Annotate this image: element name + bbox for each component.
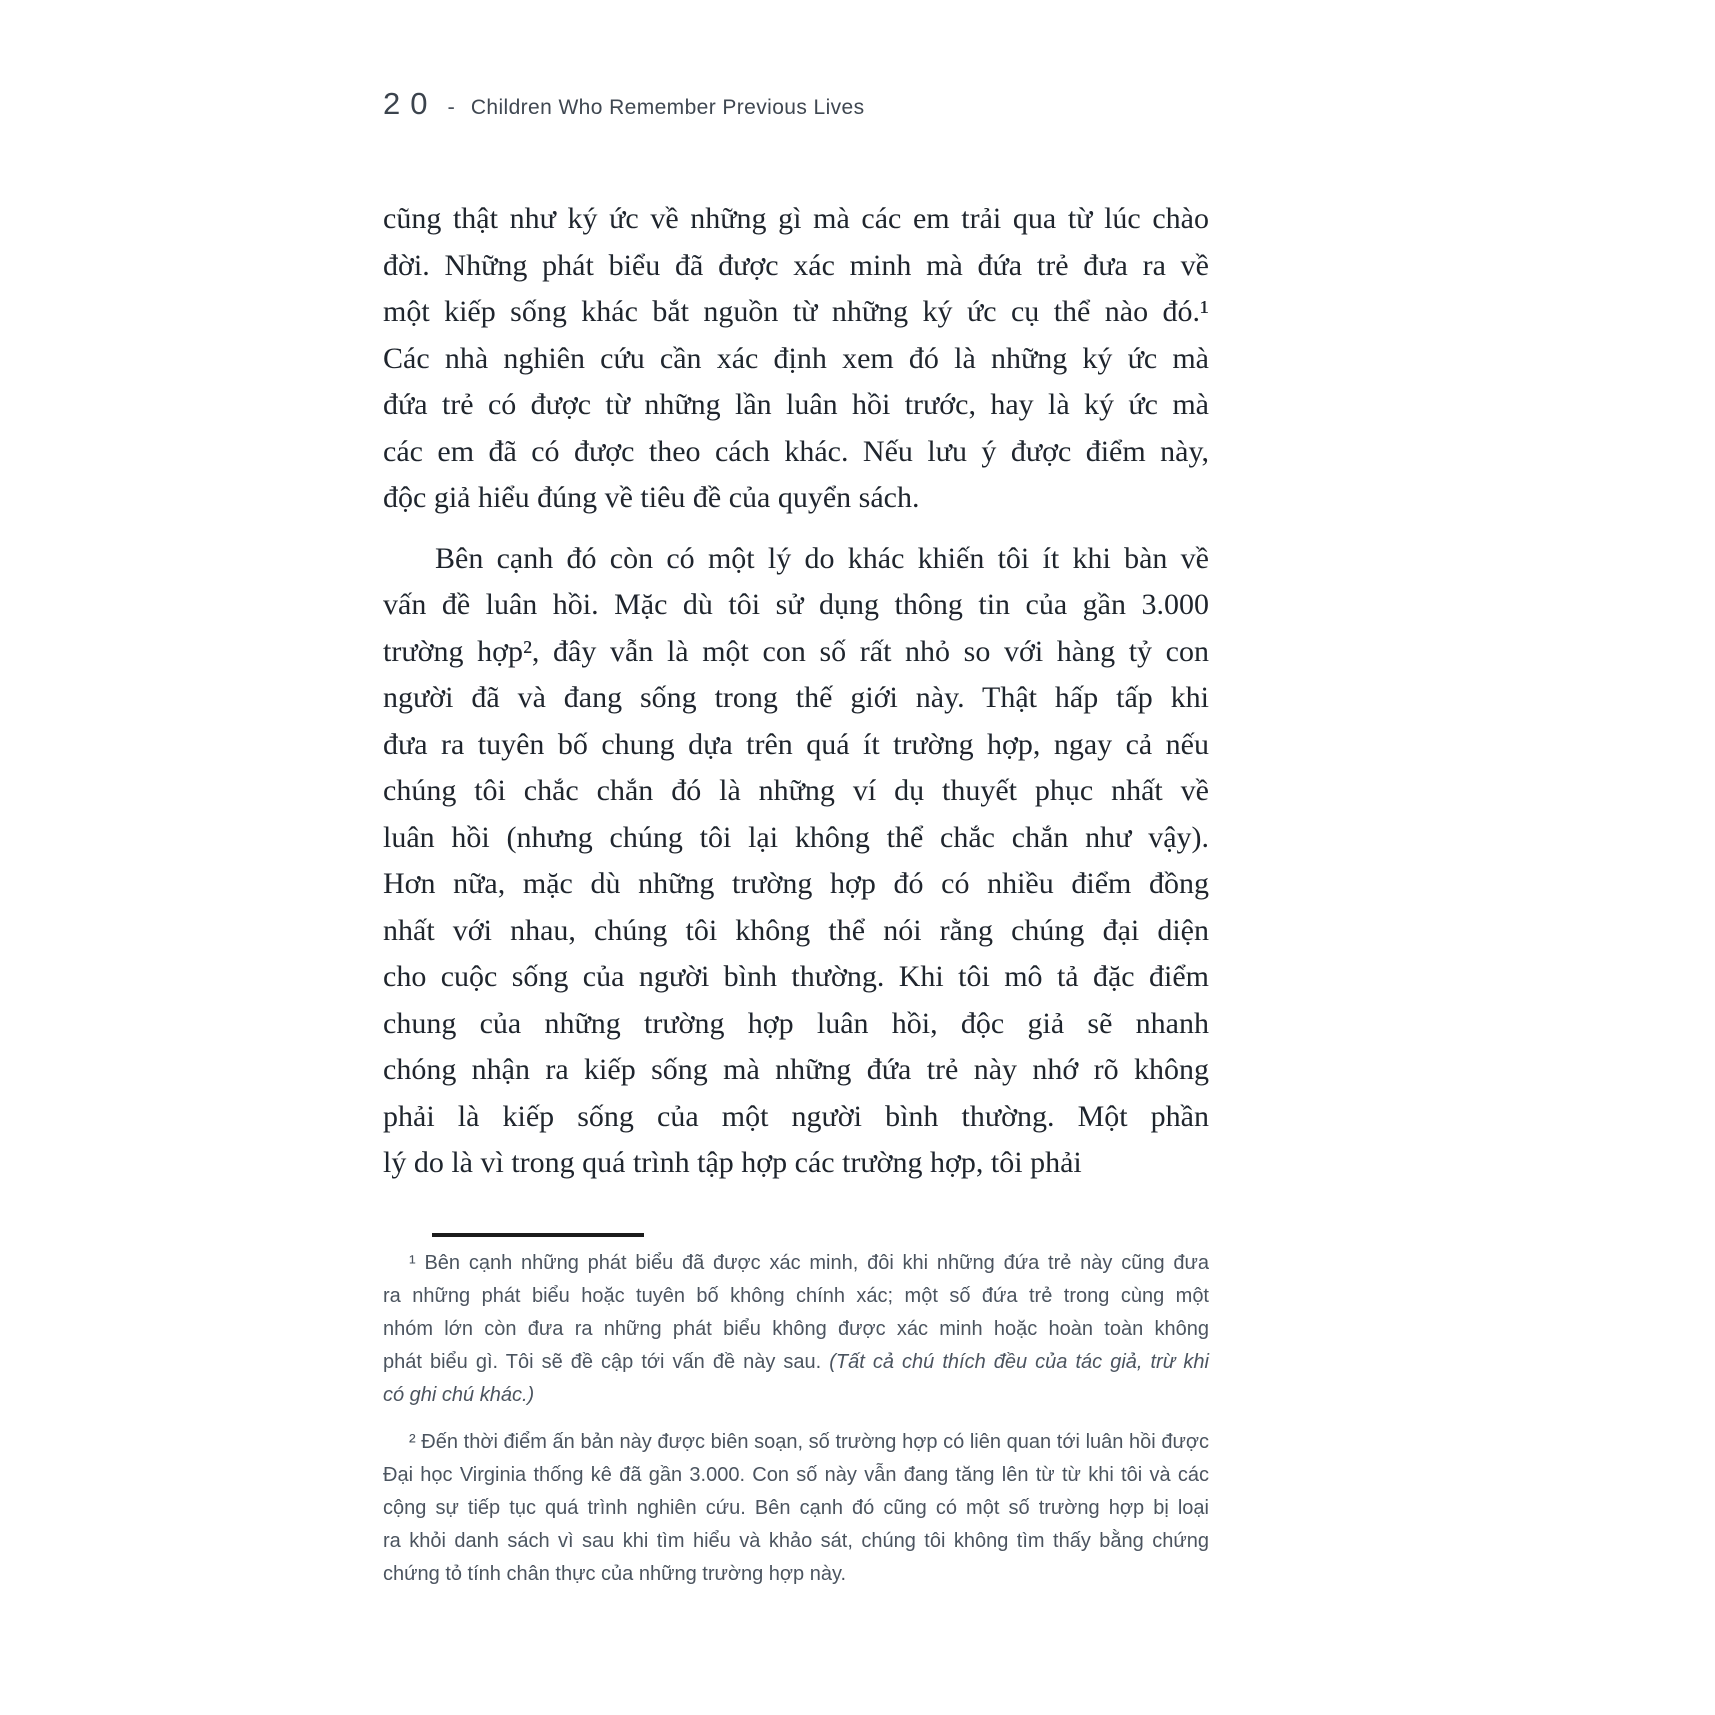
footnote-separator-rule — [432, 1233, 644, 1237]
text-line: cũng thật như ký ức về những gì mà các em trải qua từ lúc chào — [383, 202, 1209, 235]
text-line: Bên cạnh đó còn có một lý do khác khiến tôi ít khi bàn về — [435, 541, 1209, 575]
footnote-line: ra những phát biểu hoặc tuyên bố không chính xác; một số đứa trẻ trong cùng một — [383, 1284, 1209, 1307]
text-line: đời. Những phát biểu đã được xác minh mà đứa trẻ đưa ra về — [383, 248, 1209, 282]
text-line: Hơn nữa, mặc dù những trường hợp đó có nhiều điểm đồng — [383, 867, 1209, 900]
footnote-author-note: (Tất cả chú thích đều của tác giả, trừ khi — [829, 1350, 1209, 1373]
footnote-line: nhóm lớn còn đưa ra những phát biểu không được xác minh hoặc hoàn toàn không — [383, 1317, 1209, 1340]
text-line: nhất với nhau, chúng tôi không thể nói rằng chúng đại diện — [383, 913, 1209, 947]
footnote-text: phát biểu gì. Tôi sẽ đề cập tới vấn đề này sau. — [383, 1350, 830, 1373]
text-line: đứa trẻ có được từ những lần luân hồi trước, hay là ký ức mà — [383, 388, 1209, 421]
footnote-line: ² Đến thời điểm ấn bản này được biên soạn, số trường hợp có liên quan tới luân hồi được — [409, 1430, 1209, 1453]
header-separator: - — [447, 94, 455, 119]
footnote-line — [383, 1346, 1209, 1379]
text-line: chúng tôi chắc chắn đó là những ví dụ thuyết phục nhất về — [383, 774, 1209, 807]
footnote-line: ¹ Bên cạnh những phát biểu đã được xác minh, đôi khi những đứa trẻ này cũng đưa — [409, 1251, 1209, 1274]
text-line: một kiếp sống khác bắt nguồn từ những ký ức cụ thể nào đó.¹ — [383, 295, 1209, 328]
paragraph-1 — [383, 196, 1209, 522]
footnote-line: Đại học Virginia thống kê đã gần 3.000. Con số này vẫn đang tăng lên từ từ khi tôi và các — [383, 1463, 1209, 1486]
text-line: lý do là vì trong quá trình tập hợp các trường hợp, tôi phải — [383, 1146, 1082, 1179]
text-line: các em đã có được theo cách khác. Nếu lưu ý được điểm này, — [383, 434, 1209, 468]
text-line: đưa ra tuyên bố chung dựa trên quá ít trường hợp, ngay cả nếu — [383, 727, 1209, 761]
text-line: cho cuộc sống của người bình thường. Khi tôi mô tả đặc điểm — [383, 960, 1209, 993]
footnote-line: cộng sự tiếp tục quá trình nghiên cứu. Bên cạnh đó cũng có một số trường hợp bị loại — [383, 1496, 1209, 1519]
page-content — [383, 86, 1209, 1591]
footnote-1 — [383, 1247, 1209, 1412]
paragraph-2 — [383, 536, 1209, 1187]
text-line: Các nhà nghiên cứu cần xác định xem đó là những ký ức mà — [383, 341, 1209, 375]
text-line: độc giả hiểu đúng về tiêu đề của quyển sách. — [383, 481, 920, 514]
text-line: phải là kiếp sống của một người bình thường. Một phần — [383, 1099, 1209, 1133]
text-line: vấn đề luân hồi. Mặc dù tôi sử dụng thông tin của gần 3.000 — [383, 588, 1209, 621]
text-line: chung của những trường hợp luân hồi, độc giả sẽ nhanh — [383, 1006, 1209, 1040]
text-line: luân hồi (nhưng chúng tôi lại không thể chắc chắn như vậy). — [383, 820, 1209, 854]
footnote-line: chứng tỏ tính chân thực của những trường hợp này. — [383, 1562, 847, 1585]
body-text — [383, 196, 1209, 1187]
footnote-author-note: có ghi chú khác.) — [383, 1383, 535, 1406]
text-line: người đã và đang sống trong thế giới này. Thật hấp tấp khi — [383, 681, 1209, 714]
running-title: Children Who Remember Previous Lives — [470, 96, 865, 119]
running-header — [383, 86, 1209, 122]
footnote-line: ra khỏi danh sách vì sau khi tìm hiểu và khảo sát, chúng tôi không tìm thấy bằng chứng — [383, 1529, 1209, 1552]
footnote-2 — [383, 1426, 1209, 1591]
text-line: trường hợp², đây vẫn là một con số rất nhỏ so với hàng tỷ con — [383, 634, 1209, 668]
text-line: chóng nhận ra kiếp sống mà những đứa trẻ này nhớ rõ không — [383, 1053, 1209, 1086]
page-number: 20 — [383, 86, 438, 121]
